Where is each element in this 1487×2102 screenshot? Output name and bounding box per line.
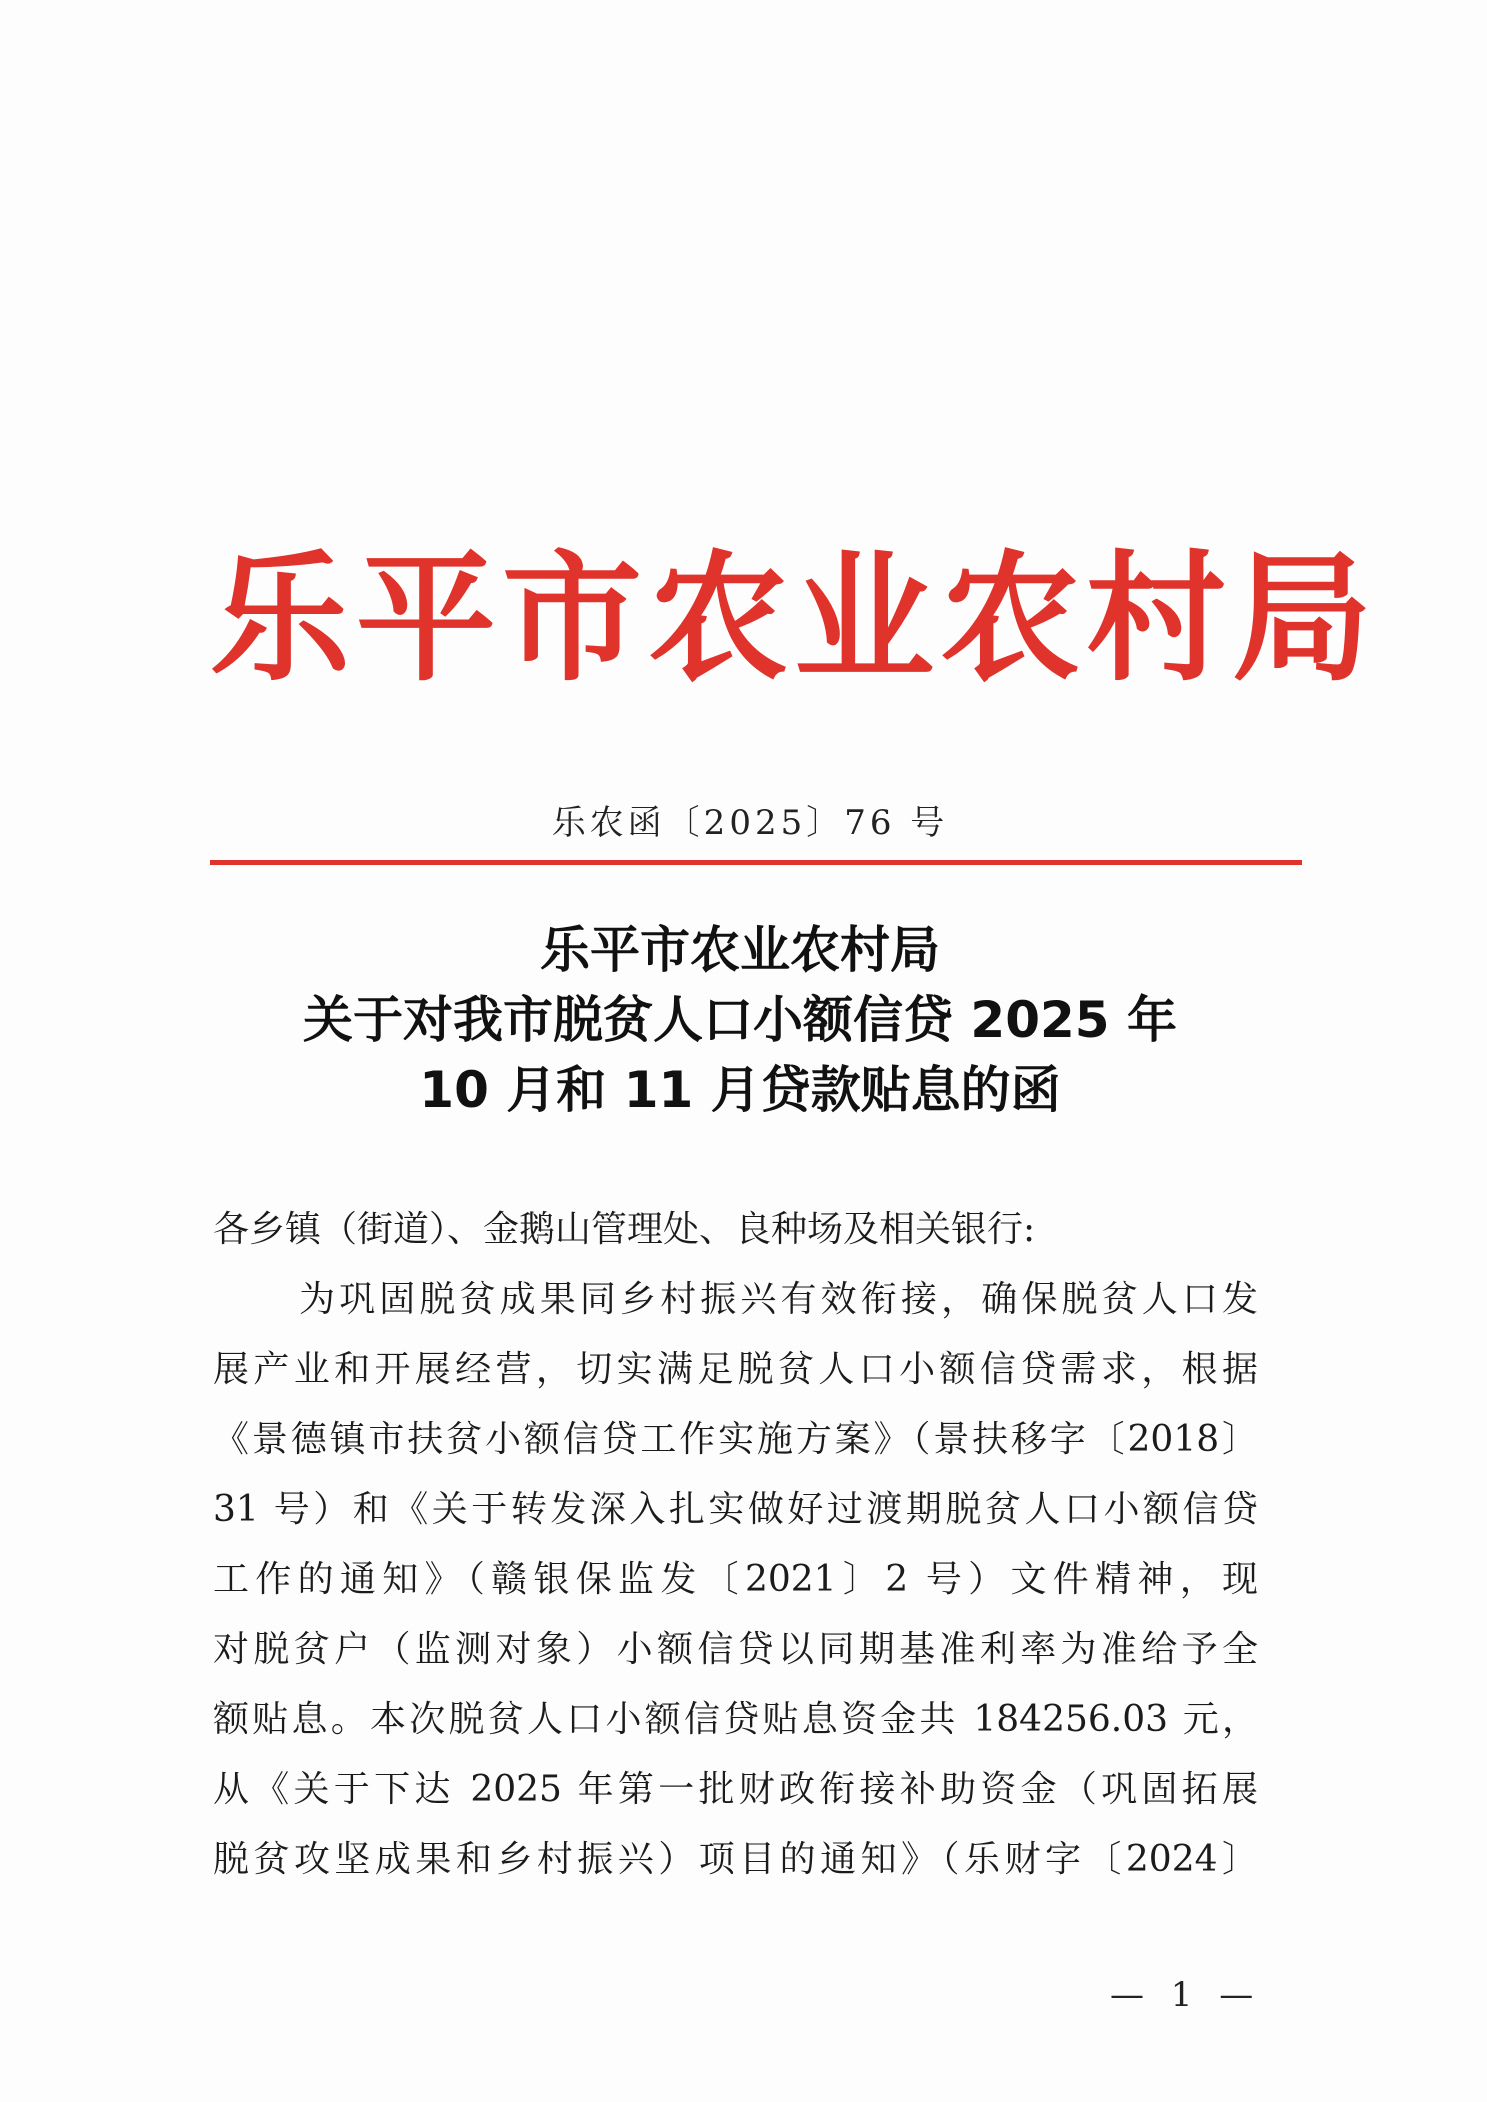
body-line: 从《关于下达 2025 年第一批财政衔接补助资金（巩固拓展 xyxy=(213,1769,1258,1810)
document-title xyxy=(150,915,1330,1125)
title-line-1: 乐平市农业农村局 xyxy=(540,921,940,979)
document-body xyxy=(213,1195,1258,1895)
agency-red-header: 乐平市农业农村局 xyxy=(210,538,1379,701)
body-line: 脱贫攻坚成果和乡村振兴）项目的通知》（乐财字〔2024〕 xyxy=(213,1839,1258,1880)
body-line: 31 号）和《关于转发深入扎实做好过渡期脱贫人口小额信贷 xyxy=(213,1489,1258,1530)
body-line: 展产业和开展经营，切实满足脱贫人口小额信贷需求，根据 xyxy=(213,1349,1258,1390)
title-line-2: 关于对我市脱贫人口小额信贷 2025 年 xyxy=(303,991,1177,1049)
body-line: 为巩固脱贫成果同乡村振兴有效衔接，确保脱贫人口发 xyxy=(299,1279,1258,1320)
body-line: 工作的通知》（赣银保监发〔2021〕2 号）文件精神，现 xyxy=(213,1559,1258,1600)
title-line-3: 10 月和 11 月贷款贴息的函 xyxy=(419,1061,1061,1119)
document-number: 乐农函〔2025〕76 号 xyxy=(551,803,949,843)
salutation: 各乡镇（街道）、金鹅山管理处、良种场及相关银行: xyxy=(213,1209,1036,1250)
body-line: 对脱贫户（监测对象）小额信贷以同期基准利率为准给予全 xyxy=(213,1629,1258,1670)
body-line: 额贴息。本次脱贫人口小额信贷贴息资金共 184256.03 元， xyxy=(213,1699,1258,1740)
red-separator-line xyxy=(210,860,1302,865)
page-number: — 1 — xyxy=(1110,1975,1262,2015)
body-line: 《景德镇市扶贫小额信贷工作实施方案》（景扶移字〔2018〕 xyxy=(213,1419,1258,1460)
